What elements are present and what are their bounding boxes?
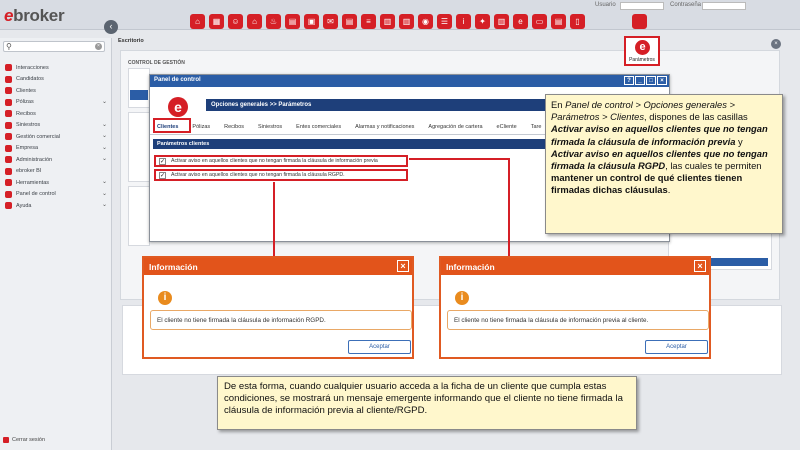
note-option-1: Activar aviso en aquellos clientes que no tengan firmada la cláusula de información previa bbox=[551, 123, 768, 147]
mail-icon[interactable]: ✉ bbox=[323, 14, 338, 29]
chart-icon[interactable]: ▥ bbox=[494, 14, 509, 29]
instruction-note bbox=[545, 94, 783, 234]
widget-card bbox=[128, 112, 150, 182]
menu-icon bbox=[5, 179, 12, 186]
sidebar-item[interactable] bbox=[0, 85, 112, 97]
section-header: Parámetros clientes bbox=[153, 139, 546, 149]
parameters-callout[interactable] bbox=[624, 36, 660, 66]
minimize-icon[interactable]: _ bbox=[635, 76, 645, 85]
note-goal: mantener un control de qué clientes tienen firmadas dichas cláusulas bbox=[551, 172, 743, 196]
chevron-down-icon[interactable]: ⌄ bbox=[101, 98, 107, 105]
menu-icon bbox=[5, 110, 12, 117]
chevron-down-icon[interactable]: ⌄ bbox=[101, 121, 107, 128]
menu-icon bbox=[5, 156, 12, 163]
sidebar-item-label: Recibos bbox=[16, 110, 36, 117]
chevron-down-icon[interactable]: ⌄ bbox=[101, 144, 107, 151]
sidebar-item[interactable] bbox=[0, 154, 112, 166]
tab-4[interactable]: Entes comerciales bbox=[296, 123, 342, 130]
home-icon[interactable]: ⌂ bbox=[190, 14, 205, 29]
help-icon[interactable]: ? bbox=[624, 76, 634, 85]
menu-icon bbox=[5, 99, 12, 106]
widget-bar bbox=[130, 90, 148, 100]
sidebar-item[interactable] bbox=[0, 97, 112, 109]
checkbox-icon[interactable]: ✓ bbox=[160, 172, 166, 179]
menu-icon bbox=[5, 202, 12, 209]
info-icon: i bbox=[158, 291, 172, 305]
doc-icon[interactable]: ▤ bbox=[342, 14, 357, 29]
tab-7[interactable]: eCliente bbox=[496, 123, 517, 130]
folder-icon[interactable]: ▭ bbox=[532, 14, 547, 29]
window-title-text: Panel de control bbox=[154, 77, 201, 83]
window-title bbox=[150, 75, 669, 87]
info-icon[interactable]: i bbox=[456, 14, 471, 29]
chevron-down-icon[interactable]: ⌄ bbox=[101, 202, 107, 208]
fire-icon[interactable]: ♨ bbox=[266, 14, 281, 29]
house-icon[interactable]: ⌂ bbox=[247, 14, 262, 29]
logout-label: Cerrar sesión bbox=[12, 437, 46, 443]
close-icon[interactable]: × bbox=[657, 76, 667, 85]
menu-icon bbox=[5, 87, 12, 94]
check-previa[interactable] bbox=[154, 155, 408, 167]
list-icon[interactable]: ☰ bbox=[437, 14, 452, 29]
pin-icon[interactable]: ◉ bbox=[418, 14, 433, 29]
bottom-note: De esta forma, cuando cualquier usuario acceda a la ficha de un cliente que cumpla estas condiciones, se mostrará un mensaje emergente informando que el cliente no tiene firmada la cláusula de información previa al cliente/RGPD. bbox=[217, 376, 637, 430]
sidebar-item-label: Pólizas bbox=[16, 99, 34, 106]
book-icon[interactable]: ▯ bbox=[570, 14, 585, 29]
parameters-toolbar-highlight[interactable] bbox=[632, 14, 647, 29]
chart-icon[interactable]: ▥ bbox=[380, 14, 395, 29]
close-icon[interactable]: × bbox=[694, 260, 706, 272]
note-text: y bbox=[735, 135, 743, 147]
dialog-message: El cliente no tiene firmada la cláusula de información previa al cliente. bbox=[447, 310, 709, 330]
widget-card bbox=[128, 68, 150, 108]
briefcase-icon[interactable]: ▣ bbox=[304, 14, 319, 29]
sidebar bbox=[0, 38, 112, 450]
sidebar-item-label: Gestión comercial bbox=[16, 133, 61, 140]
accept-button[interactable]: Aceptar bbox=[645, 340, 708, 354]
connector-line bbox=[508, 158, 510, 258]
logo-e: e bbox=[4, 6, 14, 25]
app-logo[interactable] bbox=[4, 6, 64, 26]
sidebar-item[interactable] bbox=[0, 177, 112, 189]
connector-line bbox=[273, 182, 275, 258]
menu-icon bbox=[5, 133, 12, 140]
sidebar-item-label: Administración bbox=[16, 156, 53, 163]
info-icon: i bbox=[455, 291, 469, 305]
check-rgpd[interactable] bbox=[154, 169, 408, 181]
search-icon: ⚲ bbox=[6, 42, 12, 51]
doc-icon[interactable]: ▤ bbox=[551, 14, 566, 29]
file-icon[interactable]: ▤ bbox=[285, 14, 300, 29]
parameters-icon: e bbox=[635, 40, 650, 55]
menu-icon bbox=[5, 168, 12, 175]
collapse-sidebar-button[interactable]: ‹ bbox=[104, 20, 118, 34]
sidebar-item[interactable] bbox=[0, 108, 112, 120]
logo-text: broker bbox=[13, 6, 65, 25]
dialog-title bbox=[441, 258, 709, 275]
menu-icon bbox=[5, 191, 12, 198]
menu-icon bbox=[5, 122, 12, 129]
maximize-icon[interactable]: □ bbox=[646, 76, 656, 85]
chevron-down-icon[interactable]: ⌄ bbox=[101, 133, 107, 139]
sidebar-item-label: Candidatos bbox=[16, 76, 44, 83]
sidebar-item-label: Siniestros bbox=[16, 122, 41, 129]
menu-icon bbox=[5, 64, 12, 71]
sidebar-item-label: Interacciones bbox=[16, 64, 49, 71]
menu-icon bbox=[5, 76, 12, 83]
sidebar-item[interactable] bbox=[0, 131, 112, 143]
user-label: Usuario bbox=[595, 2, 616, 8]
info-dialog-previa bbox=[439, 256, 711, 359]
window-controls bbox=[624, 76, 667, 85]
tab-6[interactable]: Agregación de cartera bbox=[428, 123, 483, 130]
note-path: Panel de control > Opciones generales > Parámetros > Clientes bbox=[551, 99, 735, 123]
tab-escritorio[interactable]: Escritorio bbox=[118, 38, 144, 44]
chevron-down-icon[interactable]: ⌄ bbox=[101, 190, 107, 197]
parameters-label: Parámetros bbox=[629, 57, 655, 63]
calendar-icon[interactable]: ▦ bbox=[209, 14, 224, 29]
sidebar-item[interactable] bbox=[0, 166, 112, 178]
bulb-icon[interactable]: ✦ bbox=[475, 14, 490, 29]
checkbox-icon[interactable]: ✓ bbox=[160, 158, 166, 165]
sidebar-item-label: Panel de control bbox=[16, 191, 56, 198]
chart-icon[interactable]: ▥ bbox=[399, 14, 414, 29]
sidebar-item[interactable] bbox=[0, 62, 112, 74]
sidebar-item[interactable] bbox=[0, 200, 112, 212]
note-text: . bbox=[667, 184, 671, 196]
check-label: Activar aviso en aquellos clientes que no tengan firmada la cláusula de información previa bbox=[171, 158, 378, 164]
parameters-icon[interactable]: e bbox=[513, 14, 528, 29]
note-text: En bbox=[551, 99, 566, 110]
search-input[interactable] bbox=[3, 41, 105, 52]
breadcrumb: Opciones generales >> Parámetros bbox=[206, 99, 546, 111]
sidebar-item-label: Herramientas bbox=[16, 179, 50, 186]
tab-2[interactable]: Recibos bbox=[224, 123, 245, 130]
ebroker-logo-icon: e bbox=[168, 97, 188, 117]
sidebar-item-label: Ayuda bbox=[16, 202, 32, 209]
password-label: Contraseña bbox=[670, 2, 702, 8]
connector-line bbox=[409, 158, 509, 160]
close-icon[interactable]: × bbox=[397, 260, 409, 272]
sidebar-item[interactable] bbox=[0, 189, 112, 201]
tab-1[interactable]: Pólizas bbox=[192, 123, 211, 130]
close-icon[interactable]: × bbox=[771, 39, 781, 49]
check-label: Activar aviso en aquellos clientes que no tengan firmada la cláusula RGPD. bbox=[171, 172, 345, 178]
tab-8[interactable]: Tare bbox=[530, 123, 542, 130]
accept-button[interactable]: Aceptar bbox=[348, 340, 411, 354]
sidebar-item-label: Empresa bbox=[16, 145, 39, 152]
dialog-message: El cliente no tiene firmada la cláusula de información RGPD. bbox=[150, 310, 412, 330]
sidebar-item-label: Clientes bbox=[16, 87, 36, 94]
clear-icon[interactable]: × bbox=[95, 43, 102, 50]
tab-highlight bbox=[153, 118, 191, 133]
logout-link[interactable] bbox=[3, 437, 45, 443]
chevron-down-icon[interactable]: ⌄ bbox=[101, 179, 107, 185]
bars-icon[interactable]: ≡ bbox=[361, 14, 376, 29]
tab-5[interactable]: Alarmas y notificaciones bbox=[355, 123, 415, 130]
sidebar-item[interactable] bbox=[0, 143, 112, 155]
main-toolbar bbox=[190, 14, 585, 30]
dialog-title-text: Información bbox=[149, 262, 198, 272]
sidebar-item-label: ebroker BI bbox=[16, 168, 42, 175]
info-dialog-rgpd bbox=[142, 256, 414, 359]
tab-0[interactable]: Clientes bbox=[157, 123, 179, 130]
user-input[interactable] bbox=[620, 2, 664, 10]
widget-card bbox=[128, 186, 150, 246]
sidebar-item[interactable] bbox=[0, 74, 112, 86]
tab-3[interactable]: Siniestros bbox=[258, 123, 283, 130]
dialog-title bbox=[144, 258, 412, 275]
dialog-title-text: Información bbox=[446, 262, 495, 272]
note-text: , dispones de las casillas bbox=[644, 111, 748, 123]
menu-icon bbox=[5, 145, 12, 152]
section-title: CONTROL DE GESTIÓN bbox=[128, 60, 185, 66]
note-option-2: Activar aviso en aquellos clientes que no tengan firmada la cláusula RGPD bbox=[551, 147, 768, 172]
chevron-down-icon[interactable]: ⌄ bbox=[101, 156, 107, 162]
sidebar-item[interactable] bbox=[0, 120, 112, 132]
password-input[interactable] bbox=[702, 2, 746, 10]
note-text: , las cuales te permiten bbox=[665, 160, 762, 172]
logout-icon bbox=[3, 437, 9, 443]
sidebar-menu bbox=[0, 62, 112, 212]
user-icon[interactable]: ☺ bbox=[228, 14, 243, 29]
